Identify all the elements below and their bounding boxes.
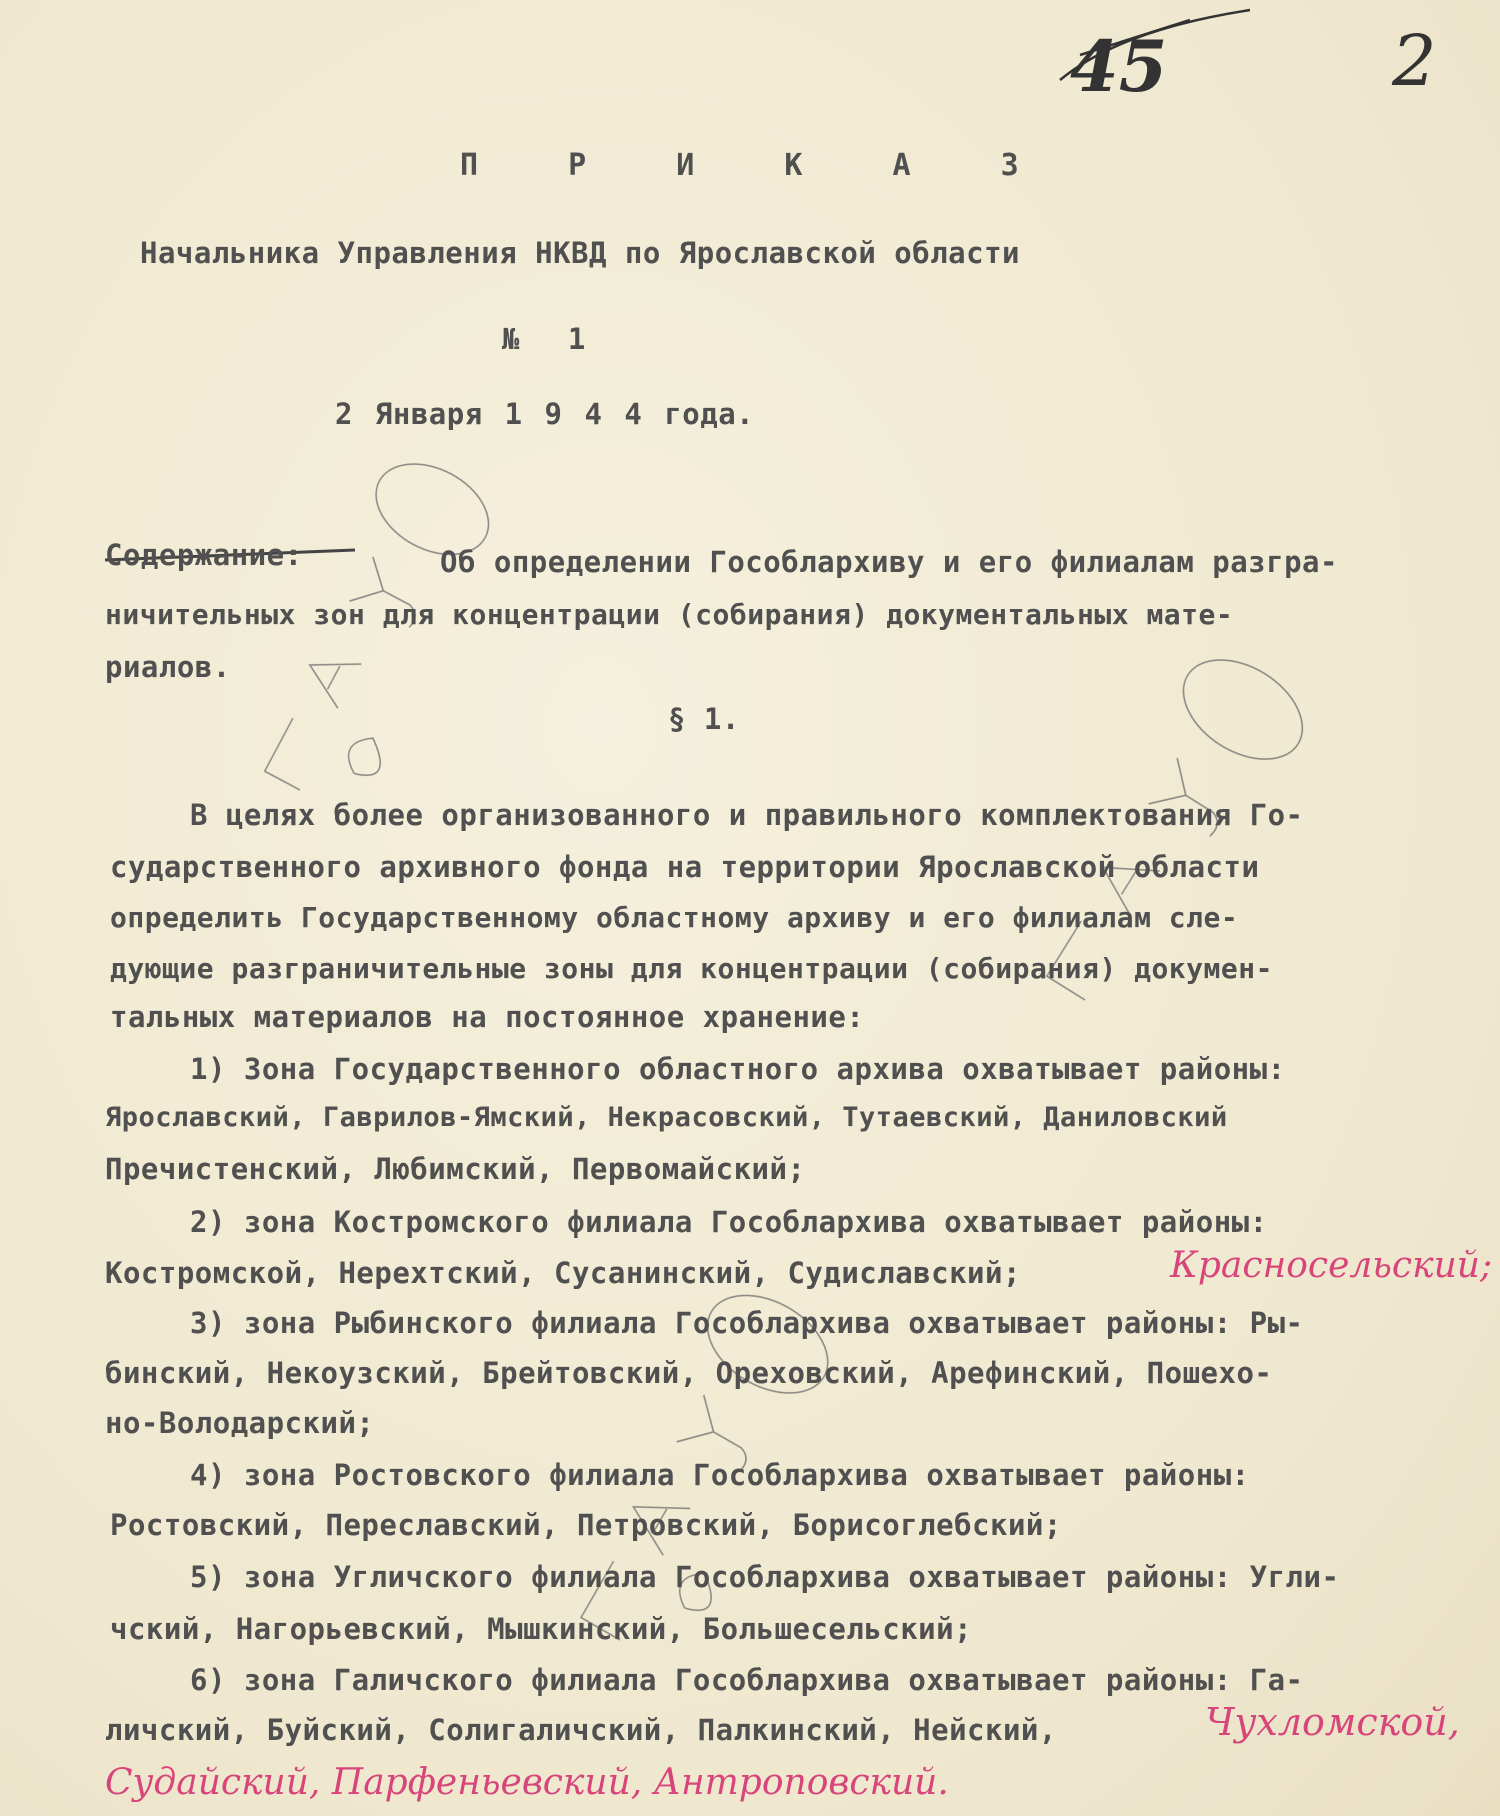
zone-line-11: 5) зона Угличского филиала Гособлархива охватывает районы: Угли- — [190, 1560, 1340, 1594]
handwritten-addition-zone6-line2: Судайский, Парфеньевский, Антроповский. — [105, 1762, 949, 1803]
content-line-3: риалов. — [105, 650, 231, 684]
intro-line-4: дующие разграничительные зоны для концентрации (собирания) докумен- — [110, 952, 1273, 985]
content-line-1: Об определении Гособлархиву и его филиалам разгра- — [440, 545, 1338, 579]
zone-line-13: 6) зона Галичского филиала Гособлархива охватывает районы: Га- — [190, 1663, 1304, 1697]
zone-line-6: 3) зона Рыбинского филиала Гособлархива охватывает районы: Ры- — [190, 1306, 1304, 1340]
zone-line-3: Пречистенский, Любимский, Первомайский; — [105, 1152, 806, 1186]
section-heading: § 1. — [668, 702, 740, 736]
zone-line-4: 2) зона Костромского филиала Гособлархива охватывает районы: — [190, 1205, 1268, 1239]
handwritten-addition-zone6-line1: Чухломской, — [1205, 1700, 1460, 1744]
order-title: П Р И К А З — [460, 148, 1055, 183]
intro-line-2: сударственного архивного фонда на территории Ярославской области — [110, 850, 1260, 884]
content-line-2: ничительных зон для концентрации (собирания) документальных мате- — [105, 598, 1234, 631]
zone-line-7: бинский, Некоузский, Брейтовский, Ореховский, Арефинский, Пошехо- — [105, 1356, 1273, 1390]
page-number: 2 — [1392, 20, 1437, 102]
stamp-1 — [234, 446, 518, 818]
zone-line-9: 4) зона Ростовского филиала Гособлархива охватывает районы: — [190, 1458, 1250, 1492]
zone-line-12: чский, Нагорьевский, Мышкинский, Большесельский; — [110, 1612, 973, 1646]
intro-line-1: В целях более организованного и правильного комплектования Го- — [190, 798, 1304, 832]
content-label: Содержание: — [105, 538, 303, 572]
zone-line-10: Ростовский, Переславский, Петровский, Борисоглебский; — [110, 1508, 1062, 1542]
intro-line-3: определить Государственному областному архиву и его филиалам сле- — [110, 901, 1239, 934]
archive-number-crossed: 45 — [1070, 25, 1168, 108]
intro-line-5: тальных материалов на постоянное хранение: — [110, 1000, 865, 1034]
handwritten-addition-zone2: Красносельский; — [1170, 1245, 1493, 1286]
order-number: № 1 — [502, 322, 586, 356]
zone-line-2: Ярославский, Гаврилов-Ямский, Некрасовский, Тутаевский, Даниловский — [105, 1102, 1228, 1133]
zone-line-14: личский, Буйский, Солигаличский, Палкинский, Нейский, — [105, 1713, 1057, 1747]
zone-line-8: но-Володарский; — [105, 1406, 375, 1440]
zone-line-5: Костромской, Нерехтский, Сусанинский, Судиславский; — [105, 1256, 1021, 1290]
order-issuer: Начальника Управления НКВД по Ярославской области — [140, 236, 1021, 270]
order-date: 2 Января 1 9 4 4 года. — [335, 397, 755, 431]
zone-line-1: 1) Зона Государственного областного архива охватывает районы: — [190, 1052, 1286, 1086]
